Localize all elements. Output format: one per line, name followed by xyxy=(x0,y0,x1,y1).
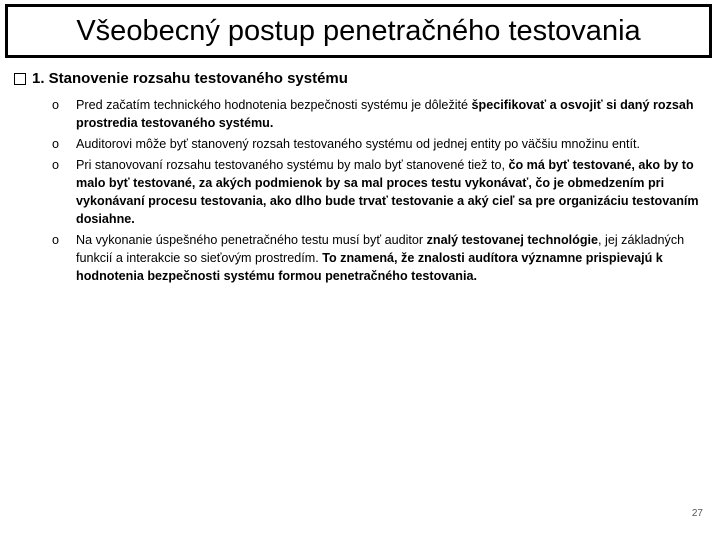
text: Pred začatím technického hodnotenia bezpečnosti systému je dôležité xyxy=(76,98,472,112)
page-number: 27 xyxy=(691,508,703,519)
list-item xyxy=(52,231,702,285)
circle-bullet-icon: o xyxy=(52,158,60,172)
circle-bullet-icon: o xyxy=(52,233,60,247)
heading-text: 1. Stanovenie rozsahu testovaného systému xyxy=(32,70,348,87)
bold-text: znalý testovanej technológie xyxy=(426,233,599,247)
text: , jej základných funkcií a interakcie so sieťovým prostredím. xyxy=(76,233,685,265)
text: Auditorovi môže byť stanovený rozsah testovaného systému od jednej entity po väčšiu množinu entít. xyxy=(76,137,641,151)
list-item xyxy=(52,156,702,228)
text: Pri stanovovaní rozsahu testovaného systému by malo byť stanovené tiež to, xyxy=(76,158,509,172)
list-item xyxy=(52,96,702,132)
bold-text: To znamená, že znalosti audítora významne prispievajú k hodnotenia bezpečnosti systému formou penetračného testovania. xyxy=(76,251,663,283)
bold-text: čo má byť testované, ako by to malo byť testované, za akých podmienok by sa mal proces testu vykonávať, čo je obmedzením pri vykonávaní procesu testovania, ako dlho bude trvať testovanie a aký cieľ sa pre organizáciu testovaním dosiahne. xyxy=(76,158,699,226)
bullet-list xyxy=(52,96,702,288)
slide-title: Všeobecný postup penetračného testovania xyxy=(76,14,641,47)
text: Na vykonanie úspešného penetračného testu musí byť auditor xyxy=(76,233,427,247)
bold-text: špecifikovať a osvojiť si daný rozsah prostredia testovaného systému. xyxy=(76,98,694,130)
section-heading xyxy=(14,70,348,87)
title-box xyxy=(5,4,712,58)
checkbox-bullet-icon xyxy=(14,73,26,85)
list-item xyxy=(52,135,702,153)
circle-bullet-icon: o xyxy=(52,98,60,112)
circle-bullet-icon: o xyxy=(52,137,60,151)
